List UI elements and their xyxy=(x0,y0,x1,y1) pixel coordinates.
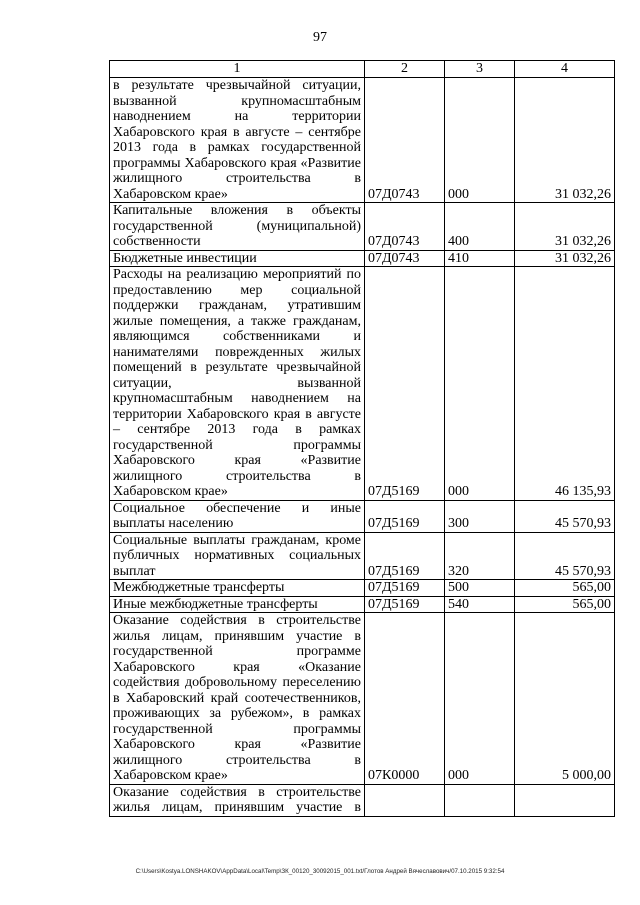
row-kvr: 540 xyxy=(445,596,515,613)
row-sum: 31 032,26 xyxy=(515,203,615,251)
row-kvr: 320 xyxy=(445,532,515,580)
row-code: 07Д5169 xyxy=(365,580,445,597)
row-sum: 5 000,00 xyxy=(515,613,615,785)
row-sum: 565,00 xyxy=(515,596,615,613)
row-code: 07Д5169 xyxy=(365,532,445,580)
row-sum xyxy=(515,784,615,816)
table-row xyxy=(110,596,615,613)
row-description: Расходы на реализацию мероприятий по предоставлению мер социальной поддержки гражданам, утратившим жилые помещения, а также гражданам, являющимся собственниками и нанимателями поврежденных жилых помещений в результате чрезвычайной ситуации, вызванной крупномасштабным наводнением на территории Хабаровского края в августе – сентябре 2013 года в рамках государственной программы Хабаровского края «Развитие жилищного строительства в Хабаровском крае» xyxy=(110,267,365,501)
row-kvr: 400 xyxy=(445,203,515,251)
row-code: 07Д0743 xyxy=(365,78,445,203)
header-col-2: 2 xyxy=(365,61,445,78)
row-kvr: 410 xyxy=(445,250,515,267)
row-code xyxy=(365,784,445,816)
table-row xyxy=(110,532,615,580)
row-sum: 46 135,93 xyxy=(515,267,615,501)
table-row xyxy=(110,203,615,251)
row-description: в результате чрезвычайной ситуации, вызванной крупномасштабным наводнением на территории Хабаровского края в августе – сентябре 2013 года в рамках государственной программы Хабаровского края «Развитие жилищного строительства в Хабаровском крае» xyxy=(110,78,365,203)
row-code: 07Д5169 xyxy=(365,500,445,532)
row-kvr: 000 xyxy=(445,267,515,501)
row-sum: 565,00 xyxy=(515,580,615,597)
row-kvr: 000 xyxy=(445,613,515,785)
row-kvr: 300 xyxy=(445,500,515,532)
row-description: Социальные выплаты гражданам, кроме публичных нормативных социальных выплат xyxy=(110,532,365,580)
row-kvr: 500 xyxy=(445,580,515,597)
row-code: 07Д0743 xyxy=(365,250,445,267)
budget-table xyxy=(109,60,615,817)
header-col-4: 4 xyxy=(515,61,615,78)
row-description: Капитальные вложения в объекты государственной (муниципальной) собственности xyxy=(110,203,365,251)
row-sum: 31 032,26 xyxy=(515,250,615,267)
table-row xyxy=(110,250,615,267)
row-kvr: 000 xyxy=(445,78,515,203)
row-code: 07К0000 xyxy=(365,613,445,785)
row-description: Бюджетные инвестиции xyxy=(110,250,365,267)
row-code: 07Д5169 xyxy=(365,267,445,501)
table-row xyxy=(110,613,615,785)
row-description: Межбюджетные трансферты xyxy=(110,580,365,597)
row-description: Оказание содействия в строительстве жилья лицам, принявшим участие в xyxy=(110,784,365,816)
table-row xyxy=(110,580,615,597)
page-number: 97 xyxy=(313,30,327,45)
table-row xyxy=(110,500,615,532)
row-code: 07Д5169 xyxy=(365,596,445,613)
row-code: 07Д0743 xyxy=(365,203,445,251)
file-path-footer: C:\Users\Kostya.LONSHAKOV\AppData\Local\Temp\ЗК_00120_30092015_001.txt/Глотов Андрей Вячеславович/07.10.2015 9:32:54 xyxy=(135,868,505,875)
table-header-row xyxy=(110,61,615,78)
table-row xyxy=(110,784,615,816)
table-row xyxy=(110,267,615,501)
row-description: Социальное обеспечение и иные выплаты населению xyxy=(110,500,365,532)
header-col-1: 1 xyxy=(110,61,365,78)
row-sum: 45 570,93 xyxy=(515,500,615,532)
row-description: Оказание содействия в строительстве жилья лицам, принявшим участие в государственной программе Хабаровского края «Оказание содействия добровольному переселению в Хабаровский край соотечественников, проживающих за рубежом», в рамках государственной программы Хабаровского края «Развитие жилищного строительства в Хабаровском крае» xyxy=(110,613,365,785)
row-kvr xyxy=(445,784,515,816)
row-sum: 45 570,93 xyxy=(515,532,615,580)
table-row xyxy=(110,78,615,203)
header-col-3: 3 xyxy=(445,61,515,78)
row-sum: 31 032,26 xyxy=(515,78,615,203)
row-description: Иные межбюджетные трансферты xyxy=(110,596,365,613)
